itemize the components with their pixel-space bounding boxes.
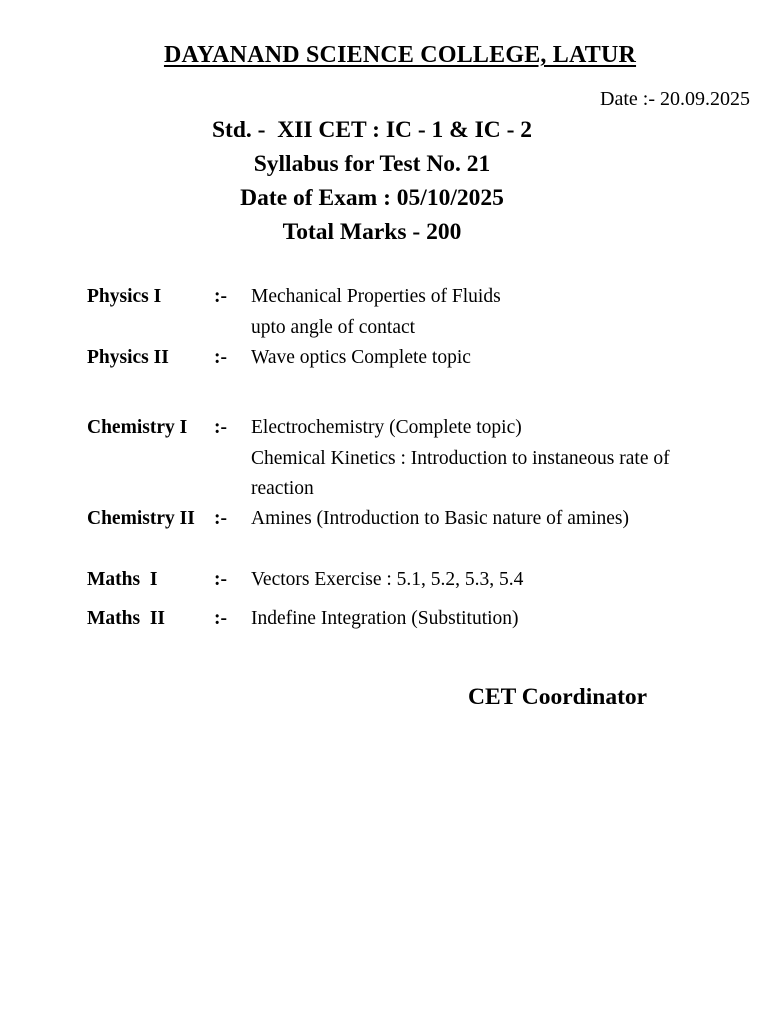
subject-topics [251,343,751,374]
topic-line: Indefine Integration (Substitution) [251,608,519,629]
subject-topics [251,413,751,505]
total-marks: Total Marks - 200 [282,219,462,245]
subject-name: Physics II [87,347,169,368]
exam-date: Date of Exam : 05/10/2025 [240,185,504,211]
topic-line: Amines (Introduction to Basic nature of amines) [251,508,629,529]
subject-name: Maths II [87,608,166,629]
topic-line: Chemical Kinetics : Introduction to instaneous rate of [251,447,670,469]
subject-topics [251,604,751,635]
subject-separator: :- [214,417,227,438]
topic-line: reaction [251,478,314,499]
topic-line: Electrochemistry (Complete topic) [251,417,522,438]
topic-line: upto angle of contact [251,316,416,338]
subject-separator: :- [214,508,227,529]
subject-name: Physics I [87,286,162,307]
syllabus-title: Syllabus for Test No. 21 [253,151,491,177]
subject-separator: :- [214,347,227,368]
std-line: Std. - XII CET : IC - 1 & IC - 2 [211,117,533,143]
college-name: DAYANAND SCIENCE COLLEGE, LATUR [163,42,637,68]
topic-line: Vectors Exercise : 5.1, 5.2, 5.3, 5.4 [251,569,524,590]
signature-cet-coordinator: CET Coordinator [468,684,648,710]
topic-line: Mechanical Properties of Fluids [251,286,501,307]
subject-separator: :- [214,569,227,590]
subject-name: Chemistry I [87,417,188,438]
subject-name: Maths I [87,569,158,590]
subject-separator: :- [214,608,227,629]
subject-topics [251,504,751,535]
subject-topics [251,565,751,596]
subject-separator: :- [214,286,227,307]
subject-topics [251,282,751,343]
topic-line: Wave optics Complete topic [251,347,471,368]
subject-name: Chemistry II [87,508,195,529]
notice-date: Date :- 20.09.2025 [600,88,750,110]
